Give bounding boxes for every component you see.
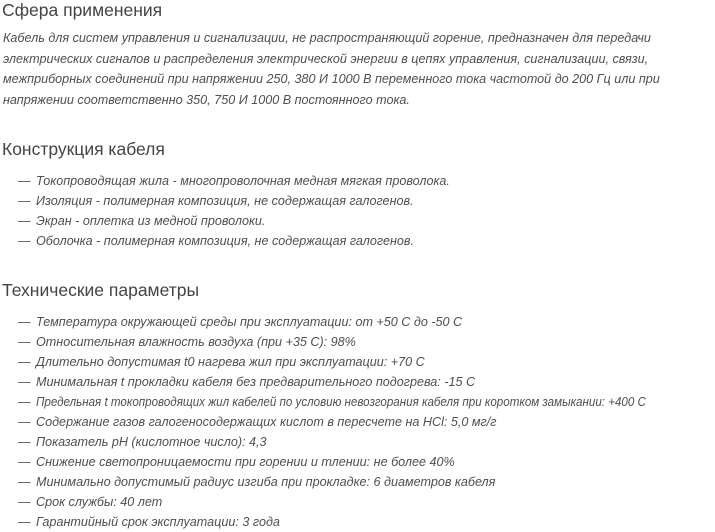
- scope-line: межприборных соединений при напряжении 250, 380 И 1000 В переменного тока частотой до 200 Гц или при: [3, 72, 660, 86]
- dash-bullet-icon: —: [18, 355, 31, 369]
- scope-line: Кабель для систем управления и сигнализации, не распространяющий горение, предназначен для передачи: [3, 31, 651, 45]
- list-item: [0, 452, 699, 472]
- dash-bullet-icon: —: [18, 194, 31, 208]
- list-item: [0, 352, 699, 372]
- section-title-construction: Конструкция кабеля: [2, 139, 165, 159]
- list-item-text: Минимальная t прокладки кабеля без предварительного подогрева: -15 С: [36, 375, 476, 389]
- list-item-text: Относительная влажность воздуха (при +35 С): 98%: [36, 335, 356, 349]
- dash-bullet-icon: —: [18, 515, 31, 529]
- section-title-scope: Сфера применения: [2, 0, 163, 20]
- list-item-text: Содержание газов галогеносодержащих кислот в пересчете на HCl: 5,0 мг/г: [36, 415, 497, 429]
- dash-bullet-icon: —: [18, 435, 31, 449]
- list-item-text: Оболочка - полимерная композиция, не содержащая галогенов.: [36, 234, 414, 248]
- list-item: [0, 211, 450, 231]
- list-item: [0, 412, 699, 432]
- list-item: [0, 432, 699, 452]
- scope-paragraph: [3, 28, 715, 110]
- dash-bullet-icon: —: [18, 214, 31, 228]
- list-item-text: Экран - оплетка из медной проволоки.: [36, 214, 266, 228]
- construction-list: [0, 171, 450, 251]
- list-item: [0, 392, 699, 412]
- dash-bullet-icon: —: [18, 375, 31, 389]
- dash-bullet-icon: —: [18, 335, 31, 349]
- list-item: [0, 171, 450, 191]
- list-item: [0, 372, 699, 392]
- list-item-text: Изоляция - полимерная композиция, не содержащая галогенов.: [36, 194, 414, 208]
- list-item: [0, 332, 699, 352]
- list-item: [0, 312, 699, 332]
- list-item: [0, 191, 450, 211]
- dash-bullet-icon: —: [18, 234, 31, 248]
- list-item-text: Минимально допустимый радиус изгиба при прокладке: 6 диаметров кабеля: [36, 475, 496, 489]
- list-item: [0, 492, 699, 512]
- dash-bullet-icon: —: [18, 395, 31, 409]
- dash-bullet-icon: —: [18, 495, 31, 509]
- list-item: [0, 512, 699, 532]
- section-title-technical: Технические параметры: [2, 280, 200, 300]
- list-item-text: Гарантийный срок эксплуатации: 3 года: [36, 515, 280, 529]
- scope-line: напряжении соответственно 350, 750 И 1000 В постоянного тока.: [3, 92, 410, 107]
- list-item-text: Температура окружающей среды при эксплуатации: от +50 С до -50 С: [36, 315, 463, 329]
- dash-bullet-icon: —: [18, 174, 31, 188]
- list-item-text: Показатель pH (кислотное число): 4,3: [36, 435, 267, 449]
- technical-list: [0, 312, 699, 532]
- list-item-text: Снижение светопроницаемости при горении и тлении: не более 40%: [36, 455, 455, 469]
- list-item-text: Предельная t токопроводящих жил кабелей по условию невозгорания кабеля при коротком замыкании: +400 С: [36, 395, 646, 409]
- list-item-text: Длительно допустимая t0 нагрева жил при эксплуатации: +70 С: [36, 355, 425, 369]
- dash-bullet-icon: —: [18, 455, 31, 469]
- dash-bullet-icon: —: [18, 415, 31, 429]
- list-item: [0, 231, 450, 251]
- list-item-text: Токопроводящая жила - многопроволочная медная мягкая проволока.: [36, 174, 450, 188]
- dash-bullet-icon: —: [18, 315, 31, 329]
- scope-line: электрических сигналов и распределения электрической энергии в цепях управления, сигнализации, связи,: [3, 51, 649, 66]
- list-item-text: Срок службы: 40 лет: [36, 495, 163, 509]
- list-item: [0, 472, 699, 492]
- dash-bullet-icon: —: [18, 475, 31, 489]
